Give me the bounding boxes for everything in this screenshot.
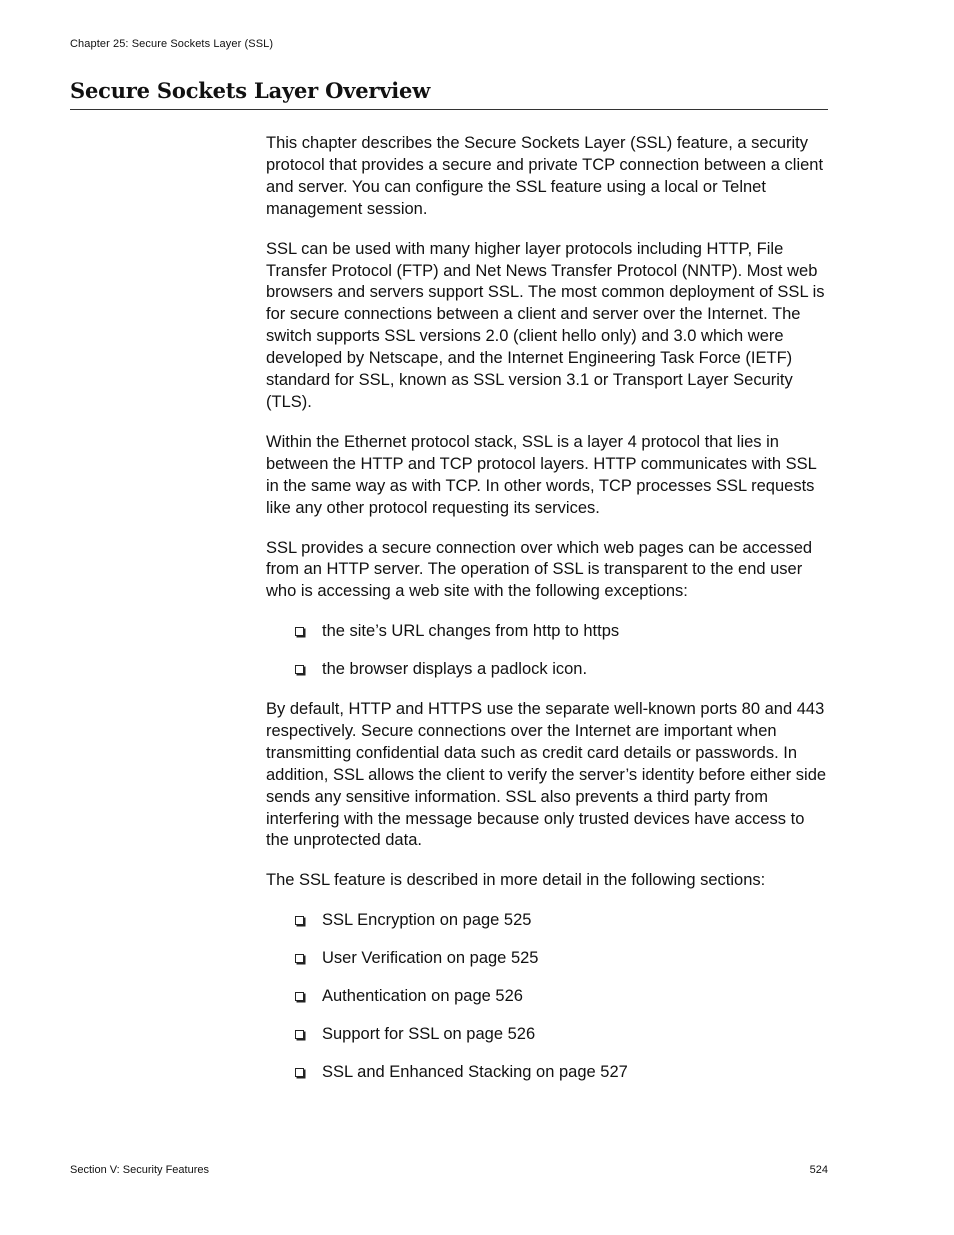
list-item-text: the browser displays a padlock icon. [322, 660, 588, 679]
section-link[interactable]: Support for SSL on page 526 [322, 1025, 536, 1043]
stack-paragraph: Within the Ethernet protocol stack, SSL is a layer 4 protocol that lies in between the HTTP and TCP protocol layers. HTTP communicates with SSL in the same way as with TCP. In other words, TCP processes SSL requests like any other protocol requesting its services. [266, 432, 817, 517]
intro-paragraph: This chapter describes the Secure Sockets Layer (SSL) feature, a security protocol that provides a secure and private TCP connection between a client and server. You can configure the SSL feature using a local or Telnet management session. [266, 134, 824, 218]
checkbox-bullet-icon [295, 665, 304, 674]
running-header: Chapter 25: Secure Sockets Layer (SSL) [70, 38, 274, 50]
checkbox-bullet-icon [295, 992, 304, 1001]
protocols-paragraph: SSL can be used with many higher layer protocols including HTTP, File Transfer Protocol (FTP) and Net News Transfer Protocol (NNTP). Most web browsers and servers support SSL. The most common deployment of SSL is for secure connections between a client and server over the Internet. The switch supports SSL versions 2.0 (client hello only) and 3.0 which were developed by Netscape, and the Internet Engineering Task Force (IETF) standard for SSL, known as SSL version 3.1 or Transport Layer Security (TLS). [266, 239, 825, 411]
section-link[interactable]: SSL Encryption on page 525 [322, 911, 532, 930]
checkbox-bullet-icon [295, 916, 304, 925]
checkbox-bullet-icon [295, 954, 304, 963]
checkbox-bullet-icon [295, 1030, 304, 1039]
title-rule [70, 109, 828, 110]
checkbox-bullet-icon [295, 1068, 304, 1077]
list-item-text: the site’s URL changes from http to https [322, 622, 620, 641]
transparency-paragraph: SSL provides a secure connection over which web pages can be accessed from an HTTP server. The operation of SSL is transparent to the end user who is accessing a web site with the following exceptions: [266, 538, 813, 601]
page-title: Secure Sockets Layer Overview [70, 78, 431, 103]
list-item [266, 659, 828, 681]
checkbox-bullet-icon [295, 627, 304, 636]
section-link[interactable]: Authentication on page 526 [322, 987, 523, 1006]
ports-paragraph: By default, HTTP and HTTPS use the separate well-known ports 80 and 443 respectively. Secure connections over the Internet are important when transmitting confidential data such as credit card details or passwords. In addition, SSL allows the client to verify the server’s identity before either side sends any sensitive information. SSL also prevents a third party from interfering with the message because only trusted devices have access to the unprotected data. [266, 700, 827, 850]
body-content [266, 133, 828, 1102]
list-item[interactable] [266, 986, 828, 1008]
footer-section-label: Section V: Security Features [70, 1164, 209, 1176]
sections-intro-paragraph: The SSL feature is described in more detail in the following sections: [266, 871, 766, 890]
section-link[interactable]: User Verification on page 525 [322, 949, 539, 968]
exceptions-list [266, 621, 828, 681]
section-link[interactable]: SSL and Enhanced Stacking on page 527 [322, 1062, 628, 1081]
list-item [266, 621, 828, 643]
list-item[interactable] [266, 1024, 828, 1046]
list-item[interactable] [266, 1062, 828, 1084]
list-item[interactable] [266, 948, 828, 970]
list-item[interactable] [266, 910, 828, 932]
page-number: 524 [809, 1164, 828, 1176]
sections-list [266, 910, 828, 1084]
